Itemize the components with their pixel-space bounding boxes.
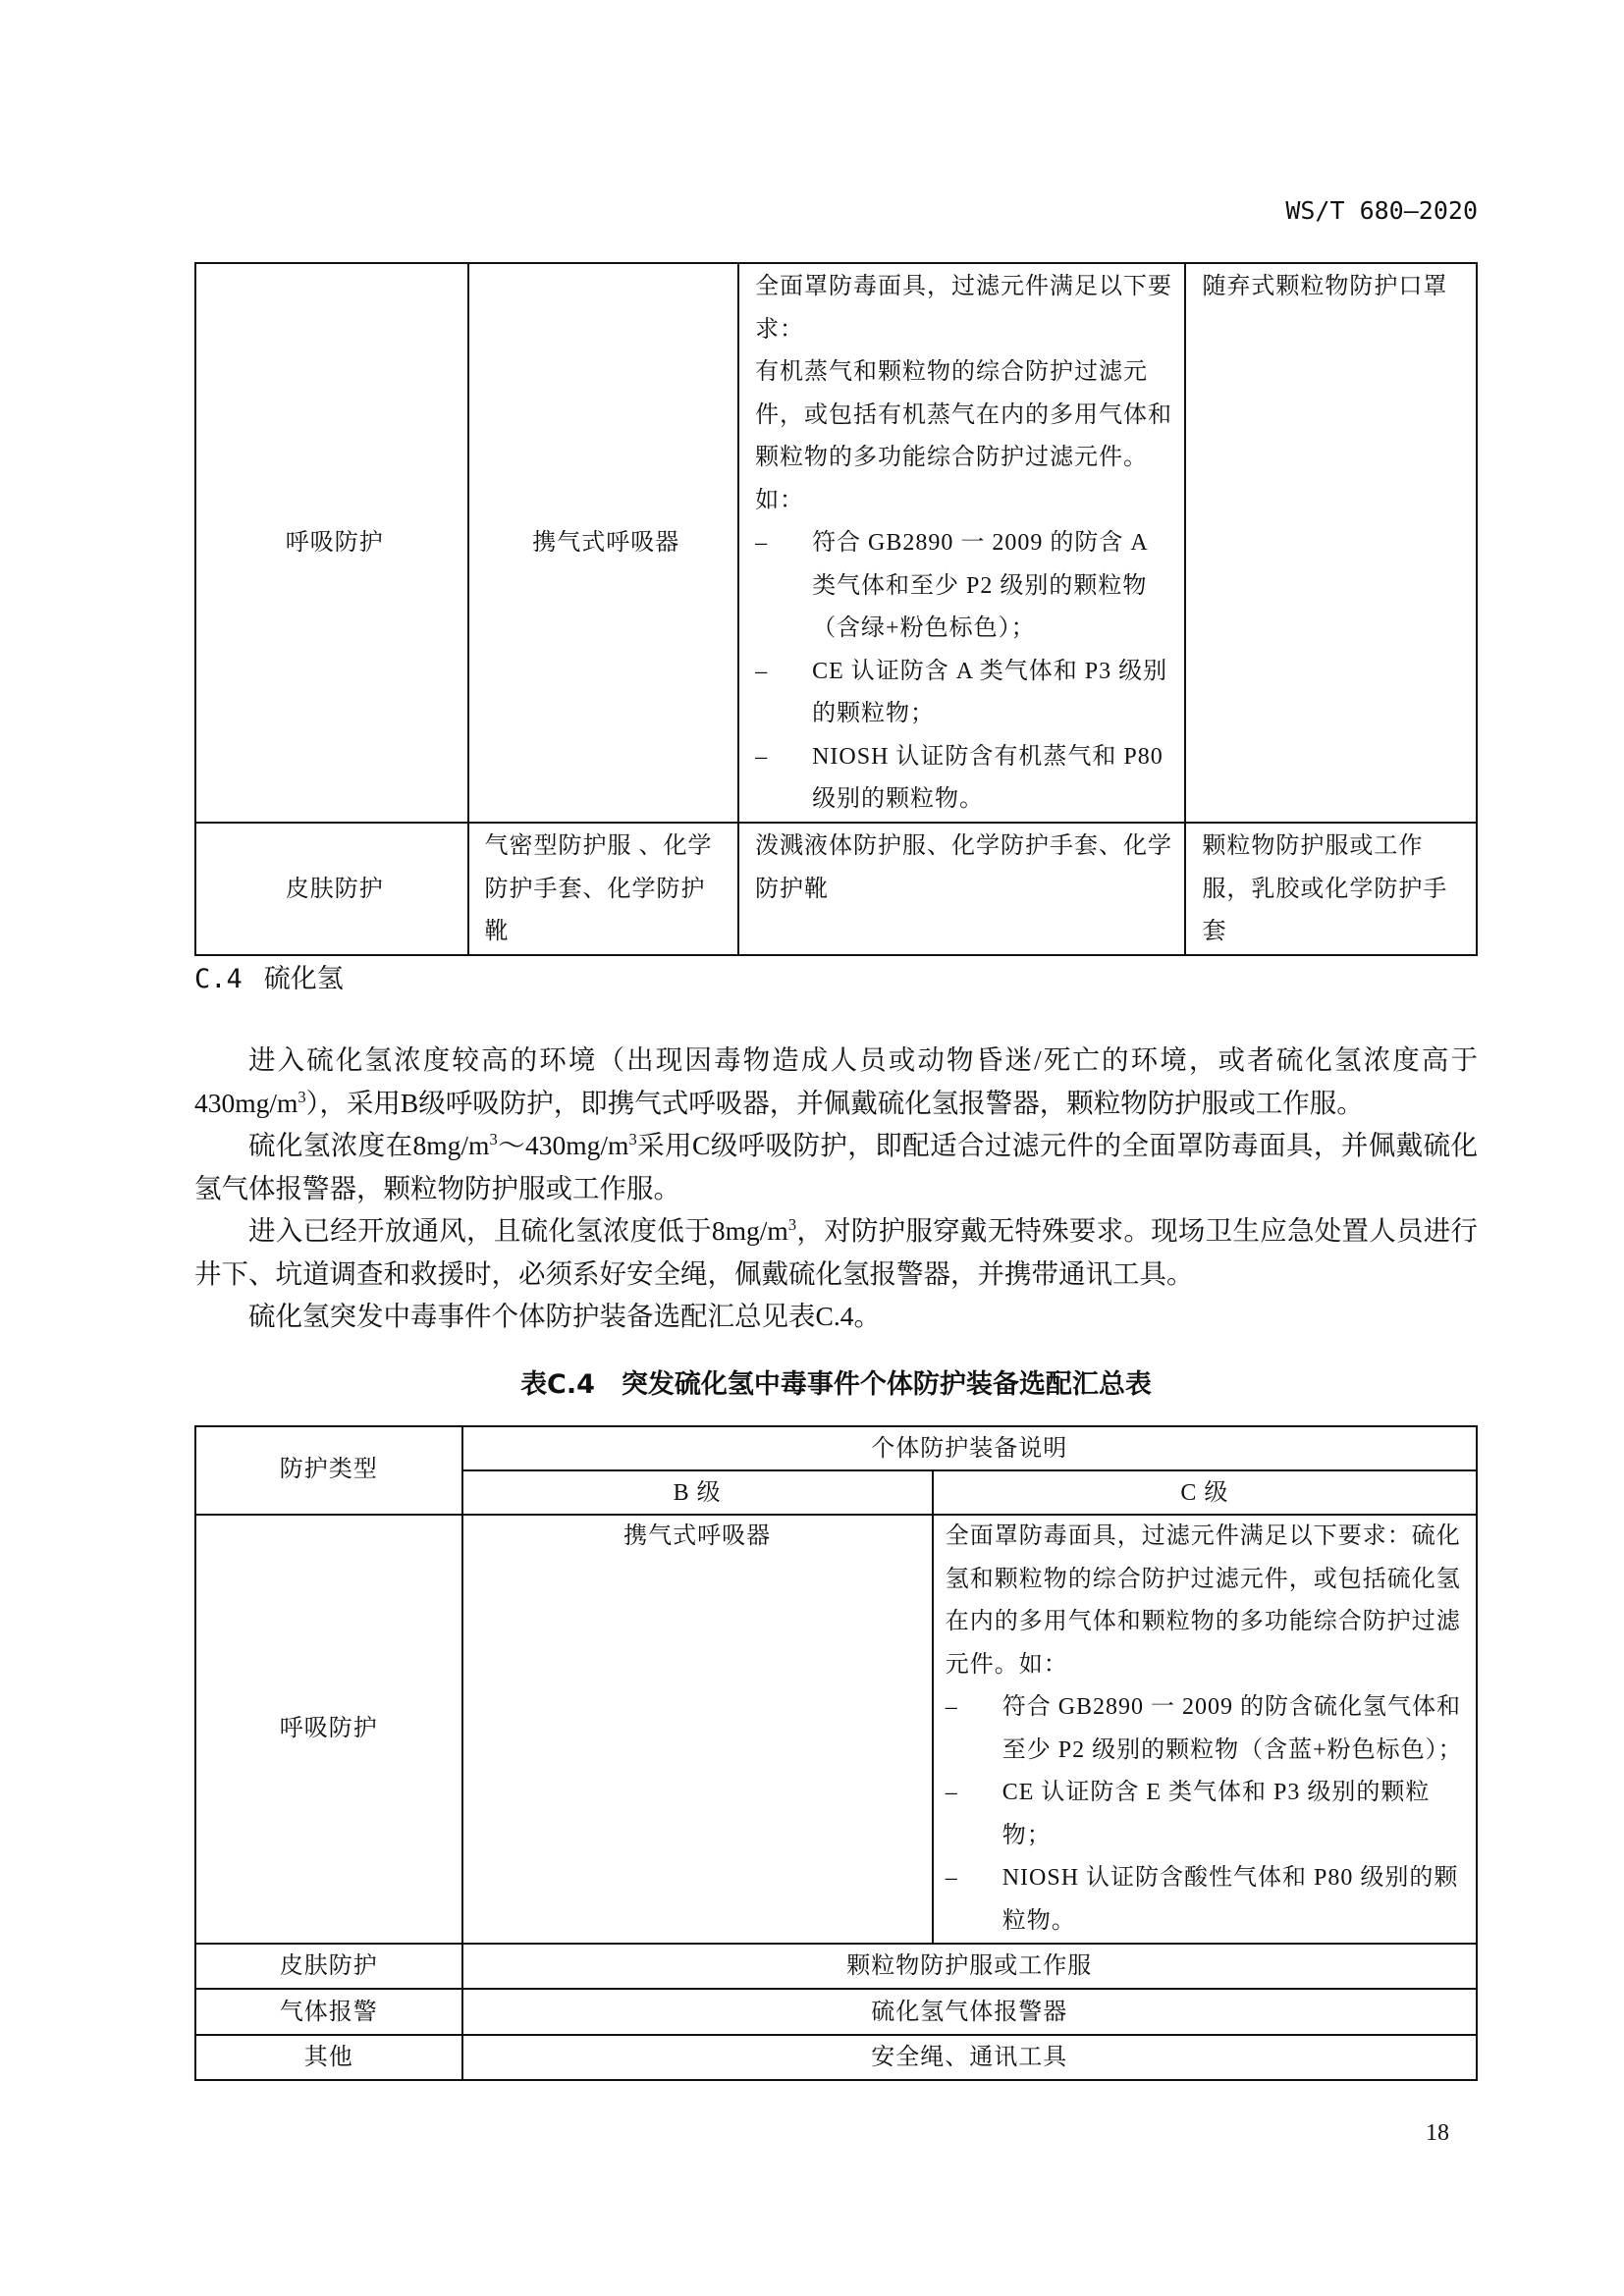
cell-c: 泼溅液体防护服、化学防护手套、化学防护靴 <box>738 823 1185 955</box>
cell-b: 携气式呼吸器 <box>468 263 739 823</box>
cell-c <box>933 1515 1477 1944</box>
header-c: C 级 <box>933 1470 1477 1515</box>
list-text: NIOSH 认证防含酸性气体和 P80 级别的颗粒物。 <box>1001 1865 1459 1934</box>
table-c3-continued <box>194 262 1478 956</box>
cell-type: 呼吸防护 <box>195 1515 462 1944</box>
cell-value: 安全绳、通讯工具 <box>462 2035 1477 2080</box>
section-heading <box>194 957 344 995</box>
document-code: WS/T 680—2020 <box>1285 196 1478 225</box>
table-c4 <box>194 1425 1478 2081</box>
superscript: 3 <box>628 1129 637 1148</box>
list-item <box>946 1857 1464 1943</box>
dash: – <box>945 1865 958 1891</box>
dash: – <box>755 530 769 556</box>
cell-text: 全面罩防毒面具，过滤元件满足以下要求： <box>755 274 1173 343</box>
cell-text: 全面罩防毒面具，过滤元件满足以下要求：硫化氢和颗粒物的综合防护过滤元件，或包括硫化氢在内的多用气体和颗粒物的多功能综合防护过滤元件。如： <box>945 1523 1461 1678</box>
table-row <box>195 823 1477 955</box>
cell-value: 颗粒物防护服或工作服 <box>462 1944 1477 1989</box>
header-b: B 级 <box>462 1470 933 1515</box>
list-text: 符合 GB2890 一 2009 的防含硫化氢气体和至少 P2 级别的颗粒物（含蓝+粉色标色）； <box>1001 1694 1463 1763</box>
table-row <box>195 2035 1477 2080</box>
page-number: 18 <box>1426 2120 1449 2146</box>
text: ），采用B级呼吸防护，即携气式呼吸器，并佩戴硫化氢报警器，颗粒物防护服或工作服。 <box>305 1087 1364 1118</box>
cell-type: 呼吸防护 <box>195 263 468 823</box>
table-row <box>195 1989 1477 2035</box>
list-text: 符合 GB2890 一 2009 的防含 A 类气体和至少 P2 级别的颗粒物（含绿+粉色标色）； <box>812 530 1148 641</box>
text: 硫化氢浓度在8mg/m <box>248 1130 490 1160</box>
list-item <box>755 522 1174 651</box>
section-title: 硫化氢 <box>263 964 344 993</box>
cell-text: 有机蒸气和颗粒物的综合防护过滤元件，或包括有机蒸气在内的多用气体和颗粒物的多功能综合防护过滤元件。 <box>755 359 1173 470</box>
table-caption: 表C.4 突发硫化氢中毒事件个体防护装备选配汇总表 <box>520 1369 1152 1400</box>
cell-type: 皮肤防护 <box>195 823 468 955</box>
list-text: CE 认证防含 E 类气体和 P3 级别的颗粒物； <box>1001 1780 1431 1848</box>
superscript: 3 <box>298 1087 306 1106</box>
text: ～430mg/m <box>497 1130 629 1160</box>
cell-d: 随弃式颗粒物防护口罩 <box>1185 263 1477 823</box>
paragraph <box>194 1209 1478 1295</box>
list-item <box>755 736 1174 822</box>
dash: – <box>945 1694 958 1720</box>
table-row <box>195 1515 1477 1944</box>
header-type: 防护类型 <box>195 1426 462 1515</box>
cell-type: 气体报警 <box>195 1989 462 2035</box>
superscript: 3 <box>489 1129 498 1148</box>
dash: – <box>755 743 769 770</box>
text: 进入硫化氢浓度较高的环境（出现因毒物造成人员或动物昏迷/死亡的环境，或者硫化氢浓度高于430mg/m <box>194 1044 1478 1118</box>
cell-text: 如： <box>755 487 805 513</box>
header-row <box>195 1426 1477 1470</box>
list-item <box>946 1772 1464 1857</box>
cell-value: 硫化氢气体报警器 <box>462 1989 1477 2035</box>
text: 进入已经开放通风，且硫化氢浓度低于8mg/m <box>248 1215 788 1246</box>
text: 采用C级呼吸防护，即配适合过滤元件的全面罩防毒面具，并佩戴硫化氢气体报警器，颗粒物防护服或工作服。 <box>194 1130 1479 1203</box>
cell-type: 皮肤防护 <box>195 1944 462 1989</box>
list-text: CE 认证防含 A 类气体和 P3 级别的颗粒物； <box>812 658 1168 726</box>
cell-type: 其他 <box>195 2035 462 2080</box>
section-number: C.4 <box>194 964 243 994</box>
section-body <box>194 1039 1478 1338</box>
header-group: 个体防护装备说明 <box>462 1426 1477 1470</box>
paragraph: 硫化氢突发中毒事件个体防护装备选配汇总见表C.4。 <box>248 1301 881 1331</box>
table-row <box>195 263 1477 823</box>
list-item <box>755 651 1174 736</box>
cell-b: 气密型防护服 、化学防护手套、化学防护靴 <box>468 823 739 955</box>
text: ，对防护服穿戴无特殊要求。现场卫生应急处置人员进行井下、坑道调查和救援时，必须系好安全绳，佩戴硫化氢报警器，并携带通讯工具。 <box>194 1215 1479 1289</box>
list-item <box>946 1686 1464 1772</box>
table-row <box>195 1944 1477 1989</box>
cell-c <box>738 263 1185 823</box>
superscript: 3 <box>787 1214 797 1234</box>
paragraph <box>194 1039 1478 1124</box>
list-text: NIOSH 认证防含有机蒸气和 P80 级别的颗粒物。 <box>812 743 1164 812</box>
cell-d: 颗粒物防护服或工作服，乳胶或化学防护手套 <box>1185 823 1477 955</box>
dash: – <box>945 1780 958 1805</box>
cell-b: 携气式呼吸器 <box>462 1515 933 1944</box>
dash: – <box>755 658 769 684</box>
paragraph <box>194 1124 1478 1209</box>
